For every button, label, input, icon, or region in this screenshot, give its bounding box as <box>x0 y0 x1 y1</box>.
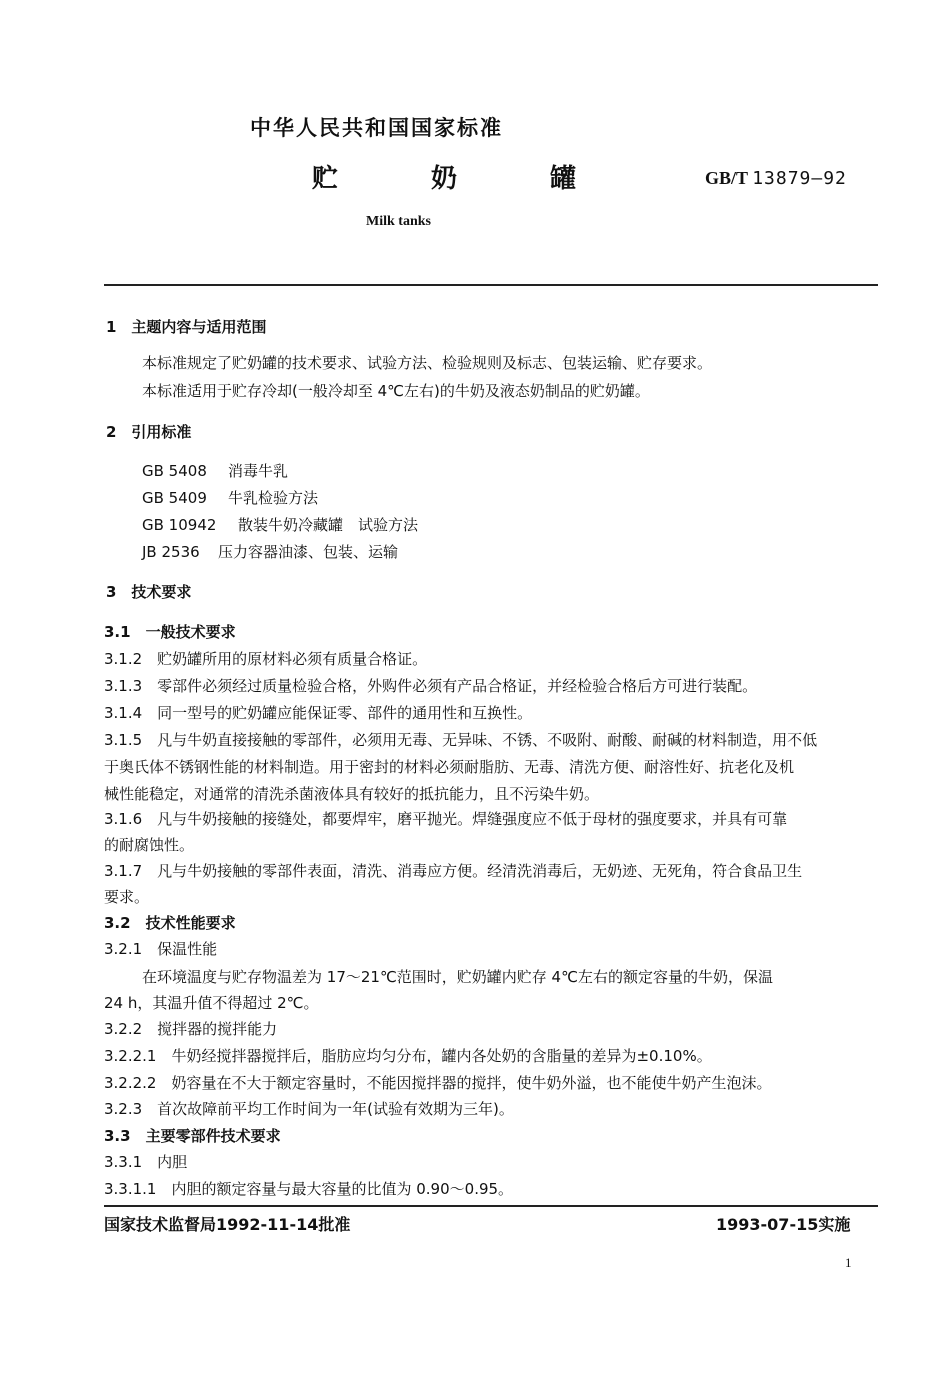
page-number: 1 <box>845 1255 852 1270</box>
section-3-1-heading: 3.1 一般技术要求 <box>104 623 236 641</box>
standard-prefix: GB/T <box>705 168 748 188</box>
reference-code: GB 5409 <box>142 489 207 507</box>
clause-3-3-1: 3.3.1 内胆 <box>104 1153 188 1171</box>
english-title: Milk tanks <box>366 214 431 229</box>
header-divider <box>104 284 878 286</box>
reference-item <box>142 487 318 508</box>
section-1-paragraph-1: 本标准规定了贮奶罐的技术要求、试验方法、检验规则及标志、包装运输、贮存要求。 <box>142 354 713 372</box>
section-3-heading: 3 技术要求 <box>106 583 192 601</box>
section-1-paragraph-2: 本标准适用于贮存冷却(一般冷却至 4℃左右)的牛奶及液态奶制品的贮奶罐。 <box>142 382 650 400</box>
clause-3-1-6-line-1: 3.1.6 凡与牛奶接触的接缝处，都要焊牢，磨平抛光。焊缝强度应不低于母材的强度要求，并具有可靠 <box>104 810 788 828</box>
approval-date: 国家技术监督局1992-11-14批准 <box>104 1215 351 1234</box>
clause-3-1-7-line-2: 要求。 <box>104 888 150 906</box>
clause-3-2-2-2: 3.2.2.2 奶容量在不大于额定容量时，不能因搅拌器的搅拌，使牛奶外溢，也不能使牛奶产生泡沫。 <box>104 1074 772 1092</box>
clause-3-1-5-line-2: 于奥氏体不锈钢性能的材料制造。用于密封的材料必须耐脂肪、无毒、清洗方便、耐溶性好、抗老化及机 <box>104 758 795 776</box>
clause-3-1-2: 3.1.2 贮奶罐所用的原材料必须有质量合格证。 <box>104 650 428 668</box>
national-standard-heading: 中华人民共和国国家标准 <box>250 116 503 140</box>
reference-item <box>142 541 398 562</box>
section-3-3-heading: 3.3 主要零部件技术要求 <box>104 1127 281 1145</box>
clause-3-1-5-line-3: 械性能稳定，对通常的清洗杀菌液体具有较好的抵抗能力，且不污染牛奶。 <box>104 785 600 803</box>
reference-code: JB 2536 <box>142 543 200 561</box>
reference-title: 压力容器油漆、包装、运输 <box>218 543 399 561</box>
section-1-heading: 1 主题内容与适用范围 <box>106 318 267 336</box>
reference-title: 散装牛奶冷藏罐 试验方法 <box>238 516 419 534</box>
reference-title: 消毒牛乳 <box>228 462 289 480</box>
section-2-heading: 2 引用标准 <box>106 423 192 441</box>
reference-item <box>142 460 288 481</box>
effective-date: 1993-07-15实施 <box>716 1215 851 1234</box>
clause-3-2-2: 3.2.2 搅拌器的搅拌能力 <box>104 1020 278 1038</box>
reference-code: GB 10942 <box>142 516 217 534</box>
reference-item <box>142 514 418 535</box>
clause-3-1-7-line-1: 3.1.7 凡与牛奶接触的零部件表面，清洗、消毒应方便。经清洗消毒后，无奶迹、无死角，符合食品卫生 <box>104 862 803 880</box>
clause-3-1-3: 3.1.3 零部件必须经过质量检验合格，外购件必须有产品合格证，并经检验合格后方可进行装配。 <box>104 677 758 695</box>
clause-3-1-4: 3.1.4 同一型号的贮奶罐应能保证零、部件的通用性和互换性。 <box>104 704 533 722</box>
reference-code: GB 5408 <box>142 462 207 480</box>
clause-3-1-5-line-1: 3.1.5 凡与牛奶直接接触的零部件，必须用无毒、无异味、不锈、不吸附、耐酸、耐碱的材料制造，用不低 <box>104 731 818 749</box>
section-3-2-heading: 3.2 技术性能要求 <box>104 914 236 932</box>
footer-divider <box>104 1205 878 1207</box>
clause-3-2-3: 3.2.3 首次故障前平均工作时间为一年(试验有效期为三年)。 <box>104 1100 514 1118</box>
clause-3-1-6-line-2: 的耐腐蚀性。 <box>104 836 195 854</box>
clause-3-2-2-1: 3.2.2.1 牛奶经搅拌器搅拌后，脂肪应均匀分布，罐内各处奶的含脂量的差异为±0.10%。 <box>104 1047 712 1065</box>
reference-title: 牛乳检验方法 <box>228 489 319 507</box>
standard-code: 13879—92 <box>752 168 847 189</box>
standard-number <box>705 168 847 189</box>
document-title: 贮 奶 罐 <box>312 164 619 194</box>
clause-3-2-1-text-line-2: 24 h，其温升值不得超过 2℃。 <box>104 994 319 1012</box>
clause-3-2-1-text-line-1: 在环境温度与贮存物温差为 17～21℃范围时，贮奶罐内贮存 4℃左右的额定容量的牛奶，保温 <box>142 968 773 986</box>
clause-3-2-1: 3.2.1 保温性能 <box>104 940 218 958</box>
clause-3-3-1-1: 3.3.1.1 内胆的额定容量与最大容量的比值为 0.90～0.95。 <box>104 1180 514 1198</box>
